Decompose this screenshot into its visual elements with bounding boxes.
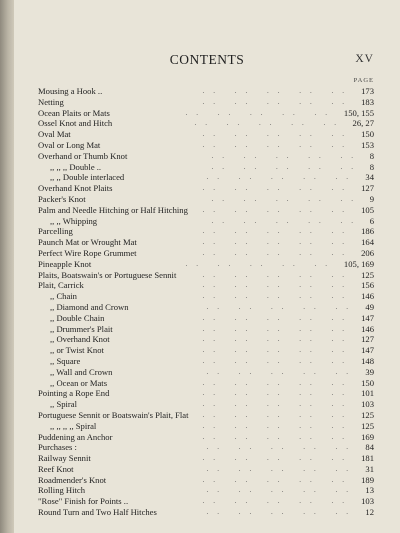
entry-label: Paunch Mat or Wrought Mat <box>38 237 137 248</box>
leader-dots: .. .. .. .. .. <box>202 227 353 236</box>
leader-dots: .. .. .. .. .. <box>202 410 353 419</box>
contents-entry <box>38 302 374 313</box>
contents-entry <box>38 259 374 270</box>
entry-label: ,, Overhand Knot <box>50 334 110 345</box>
entry-label: ,, Spiral <box>50 399 77 410</box>
entry-page: 153 <box>361 139 374 150</box>
leader-dots: .. .. .. .. .. <box>202 87 353 95</box>
entry-page: 101 <box>361 388 374 399</box>
leader-dots: .. .. .. .. .. <box>202 270 353 279</box>
entry-page: 127 <box>361 183 374 194</box>
entry-page: 164 <box>361 237 374 248</box>
leader-dots: .. .. .. .. .. <box>206 443 357 452</box>
contents-entry <box>38 248 374 259</box>
entry-label: Perfect Wire Rope Grummet <box>38 247 137 258</box>
entry-page: 13 <box>365 485 374 496</box>
contents-entry <box>38 496 374 507</box>
contents-entry <box>38 507 374 518</box>
entry-label: Overhand Knot Plaits <box>38 183 113 194</box>
leader-dots: .. .. .. .. .. <box>206 486 357 495</box>
entry-label: ,, Double Chain <box>50 312 105 323</box>
entry-label: ,, Square <box>50 355 81 366</box>
entry-label: Round Turn and Two Half Hitches <box>38 507 157 518</box>
entry-page: 34 <box>365 172 374 183</box>
contents-entry <box>38 464 374 475</box>
leader-dots: .. .. .. .. .. <box>202 130 353 139</box>
leader-dots: .. .. .. .. .. <box>202 497 353 506</box>
contents-entry <box>38 345 374 356</box>
entry-label: ,, ,, Whipping <box>50 215 98 226</box>
leader-dots: .. .. .. .. .. <box>211 216 362 225</box>
contents-entry <box>38 172 374 183</box>
entry-label: Plait, Carrick <box>38 280 84 291</box>
entry-page: 206 <box>361 247 374 258</box>
leader-dots: .. .. .. .. .. <box>202 454 353 463</box>
leader-dots: .. .. .. .. .. <box>206 173 357 182</box>
entry-label: ,, Chain <box>50 291 77 302</box>
contents-entry <box>38 270 374 281</box>
entry-page: 147 <box>361 312 374 323</box>
leader-dots: .. .. .. .. .. <box>206 508 357 517</box>
contents-entry <box>38 485 374 496</box>
entry-label: ,, ,, ,, Double .. <box>50 161 102 172</box>
leader-dots: .. .. .. .. .. <box>202 400 353 409</box>
leader-dots: .. .. .. .. .. <box>206 367 357 376</box>
entry-label: Pineapple Knot <box>38 258 92 269</box>
leader-dots: .. .. .. .. .. <box>202 421 353 430</box>
entry-page: 186 <box>361 226 374 237</box>
entry-page: 31 <box>365 463 374 474</box>
entry-page: 8 <box>369 150 374 161</box>
leader-dots: .. .. .. .. .. <box>202 475 353 484</box>
entry-page: 169 <box>361 431 374 442</box>
leader-dots: .. .. .. .. .. <box>202 184 353 193</box>
entry-page: 150, 155 <box>343 107 374 118</box>
entry-label: Palm and Needle Hitching or Half Hitching <box>38 204 188 215</box>
entry-page: 105, 169 <box>343 258 374 269</box>
contents-entry <box>38 97 374 108</box>
leader-dots: .. .. .. .. .. <box>202 140 353 149</box>
contents-entry <box>38 151 374 162</box>
contents-entry <box>38 356 374 367</box>
contents-entry <box>38 205 374 216</box>
page-title: CONTENTS <box>169 52 245 67</box>
contents-entry <box>38 475 374 486</box>
book-spine-shadow <box>0 0 14 533</box>
entry-label: Rolling Hitch <box>38 485 86 496</box>
contents-entry <box>38 237 374 248</box>
leader-dots: .. .. .. .. .. <box>202 389 353 398</box>
contents-entry <box>38 324 374 335</box>
entry-page: 103 <box>361 496 374 507</box>
entry-label: Portuguese Sennit or Boatswain's Plait, Flat <box>38 409 189 420</box>
leader-dots: .. .. .. .. .. <box>202 356 353 365</box>
contents-entry <box>38 399 374 410</box>
leader-dots: .. .. .. .. .. <box>202 324 353 333</box>
page-header <box>14 52 400 70</box>
entry-page: 147 <box>361 345 374 356</box>
leader-dots: .. .. .. .. .. <box>202 346 353 355</box>
contents-entry <box>38 118 374 129</box>
leader-dots: .. .. .. .. .. <box>202 378 353 387</box>
page-column-heading: PAGE <box>353 77 374 84</box>
contents-entry <box>38 388 374 399</box>
entry-label: ,, Drummer's Plait <box>50 323 113 334</box>
entry-label: Oval or Long Mat <box>38 139 101 150</box>
contents-entry <box>38 442 374 453</box>
entry-page: 8 <box>369 161 374 172</box>
entry-page: 26, 27 <box>352 118 374 129</box>
entry-label: Purchases : <box>38 442 77 453</box>
entry-label: Overhand or Thumb Knot <box>38 150 128 161</box>
entry-label: Packer's Knot <box>38 193 86 204</box>
contents-entry <box>38 129 374 140</box>
leader-dots: .. .. .. .. .. <box>206 464 357 473</box>
leader-dots: .. .. .. .. .. <box>206 302 357 311</box>
contents-entry <box>38 140 374 151</box>
contents-entry <box>38 108 374 119</box>
entry-label: Netting <box>38 96 64 107</box>
leader-dots: .. .. .. .. .. <box>185 108 336 117</box>
leader-dots: .. .. .. .. .. <box>202 248 353 257</box>
entry-label: Parcelling <box>38 226 73 237</box>
contents-entry <box>38 334 374 345</box>
entry-label: Ocean Plaits or Mats <box>38 107 110 118</box>
leader-dots: .. .. .. .. .. <box>211 194 362 203</box>
entry-page: 156 <box>361 280 374 291</box>
entry-label: Mousing a Hook .. <box>38 86 103 96</box>
entry-page: 148 <box>361 355 374 366</box>
contents-entry <box>38 216 374 227</box>
leader-dots: .. .. .. .. .. <box>202 97 353 106</box>
entry-page: 125 <box>361 420 374 431</box>
entry-label: ,, ,, Double interlaced <box>50 172 125 183</box>
entry-page: 9 <box>369 193 374 204</box>
entry-page: 189 <box>361 474 374 485</box>
entry-label: ,, or Twist Knot <box>50 345 104 356</box>
entry-label: ,, Diamond and Crown <box>50 301 129 312</box>
entry-page: 125 <box>361 409 374 420</box>
contents-entry <box>38 280 374 291</box>
entry-label: ,, ,, ,, ,, Spiral <box>50 420 97 431</box>
entry-page: 181 <box>361 453 374 464</box>
entry-page: 84 <box>365 442 374 453</box>
entry-page: 103 <box>361 399 374 410</box>
entry-page: 6 <box>369 215 374 226</box>
entry-label: Reef Knot <box>38 463 74 474</box>
leader-dots: .. .. .. .. .. <box>211 162 362 171</box>
leader-dots: .. .. .. .. .. <box>194 119 345 128</box>
leader-dots: .. .. .. .. .. <box>202 205 353 214</box>
leader-dots: .. .. .. .. .. <box>202 313 353 322</box>
leader-dots: .. .. .. .. .. <box>211 151 362 160</box>
contents-entry <box>38 291 374 302</box>
contents-entry <box>38 226 374 237</box>
leader-dots: .. .. .. .. .. <box>202 238 353 247</box>
entry-page: 12 <box>365 507 374 518</box>
contents-entry <box>38 421 374 432</box>
leader-dots: .. .. .. .. .. <box>202 281 353 290</box>
contents-entry <box>38 162 374 173</box>
entry-label: ,, Ocean or Mats <box>50 377 108 388</box>
entry-label: Oval Mat <box>38 129 71 140</box>
contents-entry <box>38 410 374 421</box>
entry-page: 173 <box>361 86 374 96</box>
entry-page: 105 <box>361 204 374 215</box>
entry-page: 39 <box>365 366 374 377</box>
leader-dots: .. .. .. .. .. <box>202 292 353 301</box>
entry-page: 127 <box>361 334 374 345</box>
entry-page: 125 <box>361 269 374 280</box>
book-page <box>14 0 400 533</box>
contents-entry <box>38 432 374 443</box>
entry-page: 183 <box>361 96 374 107</box>
contents-entry <box>38 183 374 194</box>
entry-page: 146 <box>361 291 374 302</box>
contents-entry <box>38 313 374 324</box>
entry-page: 150 <box>361 129 374 140</box>
leader-dots: .. .. .. .. .. <box>202 432 353 441</box>
entry-page: 49 <box>365 301 374 312</box>
leader-dots: .. .. .. .. .. <box>202 335 353 344</box>
entry-label: "Rose" Finish for Points .. <box>38 496 129 507</box>
contents-entry <box>38 453 374 464</box>
entry-page: 150 <box>361 377 374 388</box>
leader-dots: .. .. .. .. .. <box>185 259 336 268</box>
entry-label: Roadmender's Knot <box>38 474 107 485</box>
entry-label: Puddening an Anchor <box>38 431 113 442</box>
contents-list <box>38 86 374 518</box>
entry-label: Pointing a Rope End <box>38 388 110 399</box>
entry-label: Railway Sennit <box>38 453 91 464</box>
entry-label: Plaits, Boatswain's or Portuguese Sennit <box>38 269 177 280</box>
contents-entry <box>38 378 374 389</box>
contents-entry <box>38 86 374 97</box>
entry-page: 146 <box>361 323 374 334</box>
page-number: XV <box>355 53 374 65</box>
contents-entry <box>38 367 374 378</box>
entry-label: ,, Wall and Crown <box>50 366 113 377</box>
contents-entry <box>38 194 374 205</box>
entry-label: Ossel Knot and Hitch <box>38 118 113 129</box>
